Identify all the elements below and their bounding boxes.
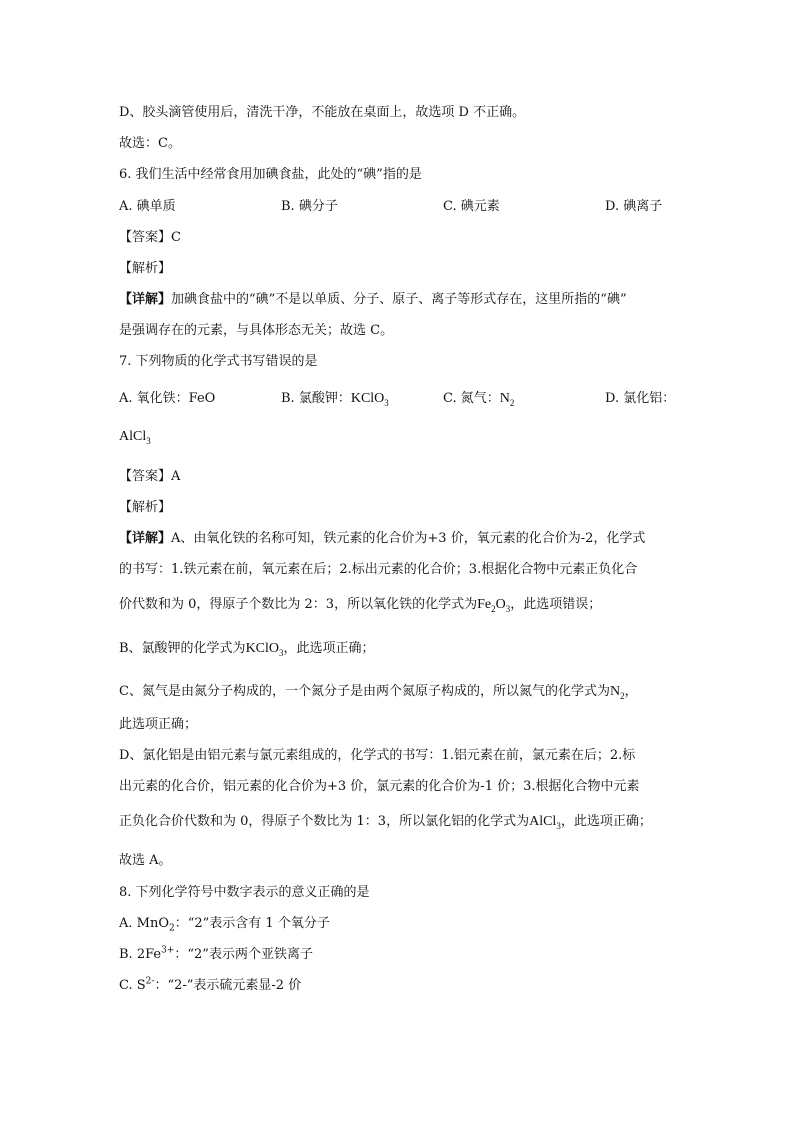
q7-detail-d-line-1: D、氯化铝是由铝元素与氯元素组成的，化学式的书写：1.铝元素在前，氯元素在后；2.标 (119, 748, 636, 763)
option-d-explanation: D、胶头滴管使用后，清洗干净，不能放在桌面上，故选项 D 不正确。 (119, 105, 526, 120)
formula-sub: 3 (384, 397, 389, 408)
text: ：“2”表示含有 1 个氧分子 (174, 916, 330, 931)
formula-main: N (499, 391, 510, 406)
text: ，此选项正确； (560, 814, 652, 829)
formula-sub: 2 (509, 397, 515, 408)
text: ，此选项错误； (510, 597, 602, 612)
answer-tag: 【答案】 (119, 230, 172, 245)
formula-sup: 2- (145, 976, 155, 987)
q6-detail-line-2: 是强调存在的元素，与具体形态无关；故选 C。 (119, 323, 394, 338)
q8-option-a (119, 915, 330, 933)
formula-sub: 2 (620, 690, 625, 701)
q7-answer-line (119, 468, 180, 486)
formula-sub: 3 (279, 647, 284, 658)
text: A. MnO (119, 916, 169, 931)
formula-sub: 3 (556, 820, 561, 831)
formula-main: N (609, 684, 621, 699)
detail-text: 加碘食盐中的“碘”不是以单质、分子、原子、离子等形式存在，这里所指的“碘” (171, 292, 627, 307)
formula (529, 814, 561, 829)
q6-answer-line (119, 229, 181, 247)
q7-detail-a-line-3 (119, 596, 601, 614)
question-8-stem: 8. 下列化学符号中数字表示的意义正确的是 (119, 885, 370, 900)
q7-choice-line: 故选 A。 (119, 853, 172, 868)
question-7-stem: 7. 下列物质的化学式书写错误的是 (119, 354, 318, 369)
formula-sub: 2 (169, 923, 175, 934)
formula-sub: 3 (146, 435, 151, 446)
q7-option-b (281, 390, 389, 408)
q7-option-d-formula (119, 428, 151, 446)
answer-value: A (171, 469, 181, 484)
q8-option-c (119, 977, 301, 995)
formula (477, 597, 510, 612)
text: ：“2-”表示硫元素显-2 价 (154, 978, 302, 993)
answer-value: C (171, 230, 181, 245)
text: B、氯酸钾的化学式为 (119, 641, 246, 656)
q6-detail-line-1 (119, 291, 627, 309)
formula-main: AlCl (119, 429, 147, 444)
text: ，此选项正确； (283, 641, 375, 656)
text: C、氮气是由氮分子构成的，一个氮分子是由两个氮原子构成的，所以氮气的化学式为 (119, 684, 610, 699)
text: 正负化合价代数和为 0，得原子个数比为 1：3，所以氯化铝的化学式为 (119, 814, 530, 829)
formula-main: O (495, 597, 506, 612)
formula-sub: 3 (505, 603, 511, 614)
q6-option-d: D. 碘离子 (605, 199, 663, 214)
formula-sup: 3+ (161, 945, 175, 956)
q7-detail-c-line-1 (119, 683, 638, 701)
text: B. 2Fe (119, 947, 162, 962)
question-6-stem: 6. 我们生活中经常食用加碘食盐，此处的“碘”指的是 (119, 167, 422, 182)
detail-tag: 【详解】 (119, 292, 172, 307)
text: C. S (119, 978, 146, 993)
formula-main: KClO (350, 391, 385, 406)
q8-option-b (119, 946, 313, 964)
q7-detail-d-line-3 (119, 813, 652, 831)
q7-detail-d-line-2: 出元素的化合价，铝元素的化合价为+3 价，氯元素的化合价为-1 价；3.根据化合物中元素 (119, 779, 640, 794)
text: 价代数和为 0，得原子个数比为 2：3，所以氧化铁的化学式为 (119, 597, 478, 612)
q7-detail-c-line-2: 此选项正确； (119, 717, 198, 732)
formula-main: AlCl (529, 814, 557, 829)
q7-option-a: A. 氧化铁：FeO (119, 391, 216, 406)
q6-analysis-tag: 【解析】 (119, 261, 172, 276)
formula (500, 391, 515, 406)
q7-detail-a-line-2: 的书写：1.铁元素在前，氧元素在后；2.标出元素的化合价；3.根据化合物中元素正负化合 (119, 562, 638, 577)
q6-option-a: A. 碘单质 (119, 199, 176, 214)
q7-detail-a-line-1 (119, 530, 645, 548)
q6-option-b: B. 碘分子 (281, 199, 338, 214)
formula (246, 641, 284, 656)
option-label: B. 氯酸钾： (281, 391, 351, 406)
answer-tag: 【答案】 (119, 469, 172, 484)
q7-analysis-tag: 【解析】 (119, 500, 172, 515)
formula-main: Fe (477, 597, 492, 612)
option-label: C. 氮气： (443, 391, 500, 406)
q7-detail-b (119, 640, 375, 658)
q6-option-c: C. 碘元素 (443, 199, 500, 214)
detail-text: A、由氧化铁的名称可知，铁元素的化合价为+3 价，氧元素的化合价为-2，化学式 (171, 531, 646, 546)
q7-option-d: D. 氯化铝： (605, 391, 676, 406)
formula-main: KClO (245, 641, 280, 656)
text: ：“2”表示两个亚铁离子 (174, 947, 313, 962)
formula (610, 684, 625, 699)
choice-line: 故选：C。 (119, 136, 181, 151)
formula (351, 391, 389, 406)
formula-sub: 2 (491, 603, 496, 614)
q7-option-c (443, 390, 514, 408)
text: ， (624, 684, 638, 699)
detail-tag: 【详解】 (119, 531, 172, 546)
